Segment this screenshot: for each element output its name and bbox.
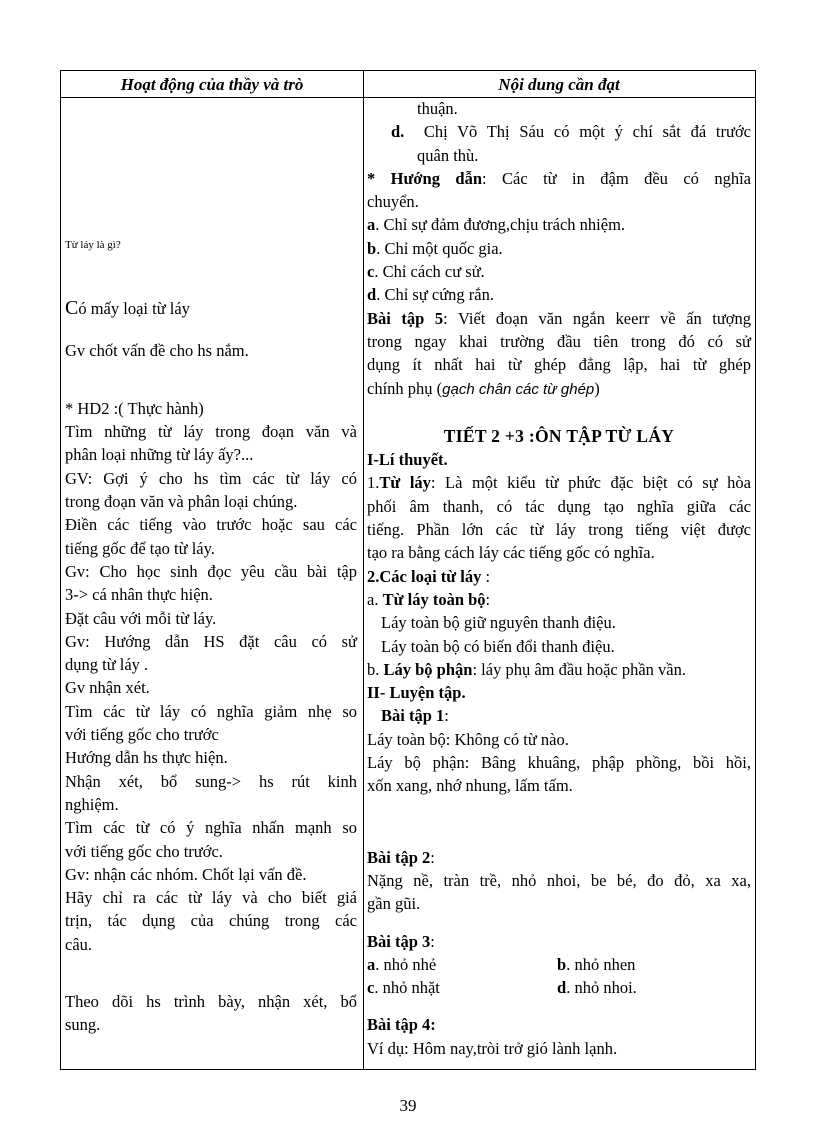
- huong-dan-line: [367, 167, 751, 190]
- left-line: dụng từ láy .: [65, 655, 149, 675]
- left-line: Tìm các từ có ý nghĩa nhấn mạnh so: [65, 818, 357, 838]
- answer-text: . Chỉ một quốc gia.: [376, 238, 503, 258]
- text-part: :: [485, 589, 491, 609]
- answer-label: a: [367, 215, 376, 235]
- answer-d: [367, 283, 751, 306]
- right-line: trong ngay khai trường đầu tiên trong đó có sử: [367, 331, 751, 351]
- section-ly-thuyet: [367, 448, 751, 471]
- left-line: sung.: [65, 1015, 101, 1035]
- exercise-3-row: [367, 976, 751, 999]
- section-heading: II- Luyện tập.: [367, 683, 466, 703]
- left-line: Hướng dẫn hs thực hiện.: [65, 748, 228, 768]
- question-rest: ó mấy loại từ láy: [78, 299, 190, 319]
- left-line: nghiệm.: [65, 794, 119, 814]
- left-line: Nhận xét, bổ sung-> hs rút kinh: [65, 771, 357, 791]
- text-part: chính phụ (: [367, 378, 443, 398]
- answer-text: . nhỏ nhen: [566, 954, 636, 974]
- bai-tap-5: [367, 307, 751, 330]
- left-line: Theo dõi hs trình bày, nhận xét, bổ: [65, 992, 357, 1012]
- right-column: [367, 97, 751, 1069]
- gv-chot: Gv chốt vấn đề cho hs nắm.: [65, 340, 249, 360]
- answer-a: [367, 213, 751, 236]
- term: 2.Các loại từ láy: [367, 566, 482, 586]
- right-line: thuận.: [417, 99, 458, 118]
- left-line: trịn, tác dụng của chúng trong các: [65, 911, 357, 931]
- answer-text: . Chỉ cách cư sử.: [374, 262, 485, 282]
- term: Láy bộ phận: [383, 659, 473, 679]
- theory-line: Láy toàn bộ có biến đổi thanh điệu.: [381, 636, 615, 656]
- left-column: [65, 97, 357, 1069]
- term: Từ láy toàn bộ: [382, 589, 486, 609]
- section-luyen-tap: [367, 681, 751, 704]
- left-line: Tìm những từ láy trong đoạn văn và: [65, 422, 357, 442]
- question-initial: C: [65, 297, 79, 320]
- section-heading: I-Lí thuyết.: [367, 450, 448, 470]
- left-line: Gv nhận xét.: [65, 678, 150, 698]
- left-line: Gv: Hướng dẫn HS đặt câu có sử: [65, 631, 357, 651]
- exercise-label: Bài tập 4:: [367, 1015, 436, 1035]
- page-number: 39: [399, 1096, 417, 1115]
- question-loai-tu-lay: [65, 297, 357, 320]
- left-line: câu.: [65, 934, 93, 954]
- exercise-line: Láy bộ phận: Bâng khuâng, phập phồng, bồi hồi,: [367, 753, 751, 773]
- exercise-1-heading: [367, 704, 751, 727]
- answer-label: a: [367, 954, 376, 974]
- exercise-line: Láy toàn bộ: Không có từ nào.: [367, 729, 569, 749]
- header-left: Hoạt động của thầy và trò: [120, 75, 304, 94]
- answer-text: . nhỏ nhặt: [374, 978, 440, 998]
- answer-c: [367, 976, 557, 999]
- exercise-label: Bài tập 2: [367, 847, 431, 867]
- answer-label: d: [557, 978, 567, 998]
- answer-text: . Chỉ sự đảm đương,chịu trách nhiệm.: [375, 215, 626, 235]
- theory-line: tạo ra bằng cách láy các tiếng gốc có nghĩa.: [367, 543, 655, 563]
- answer-label: c: [367, 978, 375, 998]
- huong-dan-text: : Các từ in đậm đều có nghĩa: [482, 168, 752, 188]
- text-part: :: [430, 931, 435, 951]
- number: 1.: [367, 473, 380, 493]
- theory-line: tiếng. Phần lớn các từ láy trong tiếng việt được: [367, 520, 751, 540]
- left-line: Điền các tiếng vào trước hoặc sau các: [65, 515, 357, 535]
- hd2-heading: * HD2 :( Thực hành): [65, 398, 204, 418]
- table-header: [61, 71, 755, 98]
- exercise-label: Bài tập 1: [381, 706, 445, 726]
- answer-text: . Chỉ sự cứng rắn.: [376, 285, 494, 305]
- answer-label: b: [557, 954, 567, 974]
- theory-line: [367, 471, 751, 494]
- answer-d: [557, 976, 637, 999]
- right-line: dụng ít nhất hai từ ghép đẳng lập, hai từ ghép: [367, 355, 751, 375]
- item-label: d.: [391, 122, 405, 142]
- text-part: :: [444, 706, 449, 726]
- left-line: 3-> cá nhân thực hiện.: [65, 585, 213, 605]
- exercise-3-row: [367, 953, 751, 976]
- lesson-table: [60, 70, 756, 1070]
- answer-c: [367, 260, 751, 283]
- exercise-label: Bài tập 5: [367, 308, 444, 328]
- left-line: với tiếng gốc cho trước: [65, 725, 219, 745]
- left-line: Đặt câu với mỗi từ láy.: [65, 608, 217, 628]
- answer-label: c: [367, 262, 375, 282]
- exercise-line: xốn xang, nhớ nhung, lấm tấm.: [367, 776, 573, 796]
- right-line: chuyển.: [367, 192, 419, 212]
- item-text: Chị Võ Thị Sáu có một ý chí sắt đá trước: [423, 122, 751, 142]
- definition: : Là một kiểu từ phức đặc biệt có sự hòa: [430, 473, 751, 493]
- theory-line: phối âm thanh, có tác dụng tạo nghĩa giữa các: [367, 496, 751, 516]
- exercise-text: : Viết đoạn văn ngắn keerr về ấn tượng: [443, 308, 751, 328]
- left-line: Gv: Cho học sinh đọc yêu cầu bài tập: [65, 561, 357, 581]
- exercise-3-heading: [367, 930, 751, 953]
- lesson-title: TIẾT 2 +3 :ÔN TẬP TỪ LÁY: [443, 425, 675, 446]
- text-part: :: [481, 566, 491, 586]
- answer-b: [557, 953, 635, 976]
- exercise-line: Ví dụ: Hôm nay,tròi trở gió lành lạnh.: [367, 1038, 618, 1058]
- theory-line: [367, 588, 751, 611]
- right-line: [367, 377, 751, 401]
- exercise-2-heading: [367, 846, 751, 869]
- left-line: trong đoạn văn và phân loại chúng.: [65, 492, 298, 512]
- left-line: với tiếng gốc cho trước.: [65, 841, 223, 861]
- huong-dan-label: * Hướng dẫn: [367, 168, 482, 188]
- theory-line: Láy toàn bộ giữ nguyên thanh điệu.: [381, 613, 616, 633]
- answer-text: . nhỏ nhẻ: [375, 954, 437, 974]
- left-line: GV: Gợi ý cho hs tìm các từ láy có: [65, 468, 357, 488]
- exercise-4-heading: [367, 1013, 751, 1036]
- theory-line: [367, 658, 751, 681]
- text-part: : láy phụ âm đầu hoặc phần vần.: [472, 659, 686, 679]
- text-part: a.: [367, 589, 383, 609]
- text-part: ): [594, 378, 600, 398]
- left-line: tiếng gốc để tạo từ láy.: [65, 538, 215, 558]
- right-line: quân thù.: [417, 145, 479, 165]
- answer-label: b: [367, 238, 377, 258]
- text-part: :: [430, 847, 435, 867]
- theory-line: [367, 565, 751, 588]
- right-line-d: [367, 120, 751, 143]
- left-line: phân loại những từ láy ấy?...: [65, 445, 254, 465]
- term: Từ láy: [379, 473, 431, 493]
- answer-label: d: [367, 285, 377, 305]
- left-line: Tìm các từ láy có nghĩa giảm nhẹ so: [65, 701, 357, 721]
- exercise-line: Nặng nề, tràn trề, nhỏ nhoi, be bé, đo đỏ, xa xa,: [367, 870, 751, 890]
- exercise-label: Bài tập 3: [367, 931, 431, 951]
- answer-b: [367, 237, 751, 260]
- left-line: Gv: nhận các nhóm. Chốt lại vấn đề.: [65, 864, 307, 884]
- text-part: b.: [367, 659, 384, 679]
- column-divider: [363, 71, 364, 1069]
- exercise-line: gần gũi.: [367, 894, 421, 914]
- italic-note: gạch chân các từ ghép: [442, 380, 595, 398]
- left-line: Hãy chỉ ra các từ láy và cho biết giá: [65, 888, 357, 908]
- header-right: Nội dung cần đạt: [498, 75, 620, 94]
- answer-text: . nhỏ nhoi.: [566, 978, 637, 998]
- answer-a: [367, 953, 557, 976]
- question-tu-lay: Từ láy là gì?: [65, 239, 121, 251]
